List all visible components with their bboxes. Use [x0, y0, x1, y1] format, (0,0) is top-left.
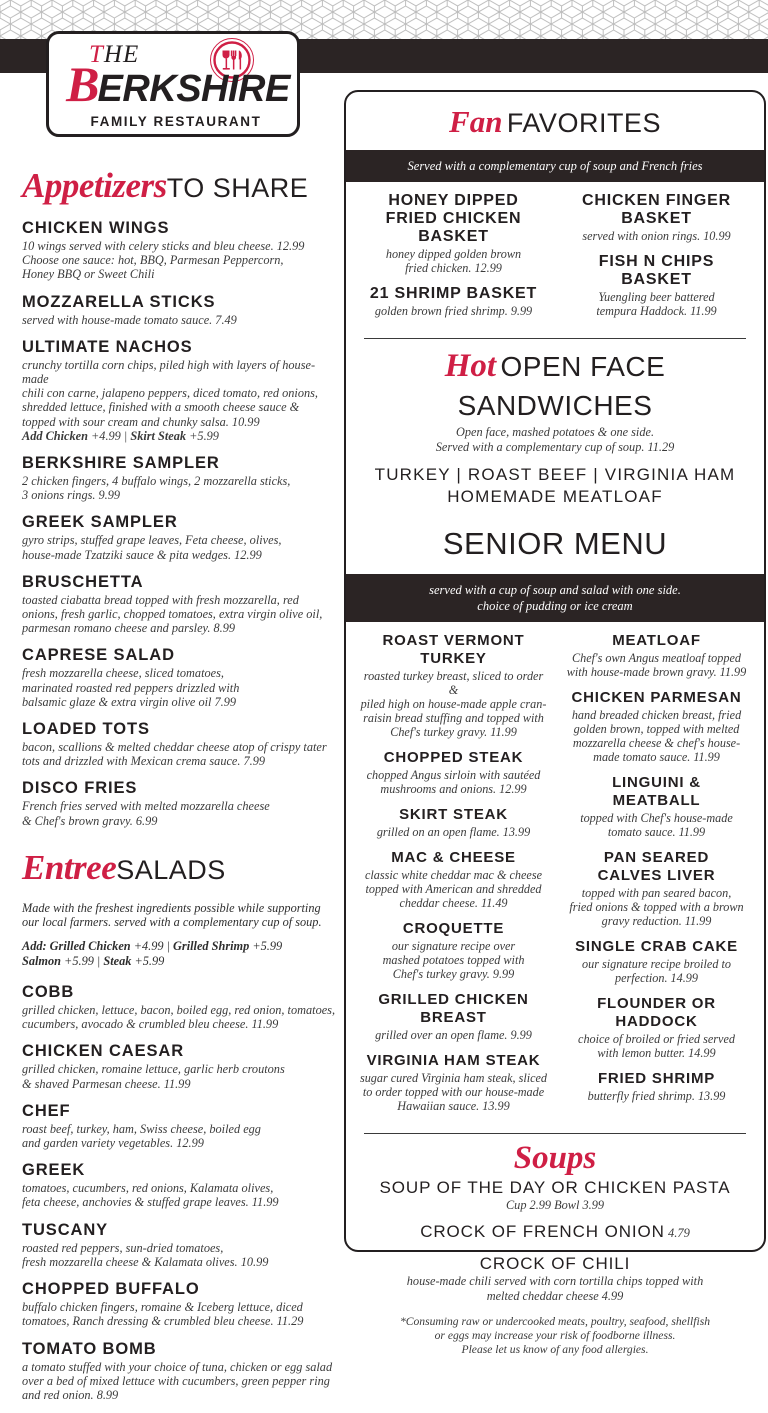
appetizers-heading: [22, 166, 337, 206]
menu-item-name: SKIRT STEAK: [399, 806, 508, 823]
senior-menu-columns: [346, 622, 764, 1123]
menu-item-description: served with onion rings. 10.99: [582, 229, 731, 243]
menu-item: [22, 454, 337, 502]
soup-item-price: 4.79: [664, 1226, 690, 1241]
menu-item: [561, 849, 752, 928]
soup-item-name: CROCK OF FRENCH ONION 4.79: [420, 1222, 690, 1242]
menu-item-description: 10 wings served with celery sticks and bleu cheese. 12.99 Choose one sauce: hot, BBQ, Parmesan Peppercorn, Honey BBQ or Sweet Chili: [22, 239, 305, 282]
menu-item: [22, 720, 337, 768]
menu-item-name: CHICKEN WINGS: [22, 219, 170, 237]
logo-name: BERKSHIRE: [66, 56, 290, 112]
menu-item-name: BRUSCHETTA: [22, 572, 144, 591]
menu-item-name: FLOUNDER OR HADDOCK: [597, 995, 716, 1030]
menu-item: [561, 774, 752, 839]
menu-item-name: TOMATO BOMB: [22, 1339, 157, 1358]
section-divider-2: [364, 1133, 746, 1134]
menu-item-description: buffalo chicken fingers, romaine & Iceberg lettuce, diced tomatoes, Ranch dressing & crumbled bleu cheese. 11.29: [22, 1300, 304, 1329]
menu-item: [561, 1070, 752, 1103]
menu-item-description: butterfly fried shrimp. 13.99: [587, 1089, 726, 1103]
fan-favorites-col-left: [352, 192, 555, 328]
sandwiches-block-word: SANDWICHES: [457, 390, 653, 421]
menu-item: [22, 646, 337, 709]
menu-item: [561, 995, 752, 1060]
menu-item: [22, 1161, 337, 1209]
menu-item-description: hand breaded chicken breast, fried golden brown, topped with melted mozzarella cheese & chef's house- made tomato sauce. 11.99: [571, 708, 742, 764]
appetizers-script-word: Appetizers: [22, 166, 167, 205]
logo-tagline: FAMILY RESTAURANT: [90, 114, 262, 129]
soup-item: [346, 1221, 764, 1244]
menu-item-description: classic white cheddar mac & cheese topped with American and shredded cheddar cheese. 11.49: [364, 868, 542, 910]
menu-item-name: MAC & CHEESE: [391, 849, 516, 866]
menu-item-name: DISCO FRIES: [22, 779, 138, 798]
menu-item: [358, 632, 549, 739]
sandwiches-options-line1: TURKEY | ROAST BEEF | VIRGINIA HAM: [374, 465, 736, 484]
sandwiches-options-line2: HOMEMADE MEATLOAF: [447, 487, 663, 506]
menu-item: [22, 1102, 337, 1150]
menu-item: [358, 1052, 549, 1113]
menu-item-description: fresh mozzarella cheese, sliced tomatoes, marinated roasted red peppers drizzled with balsamic glaze & extra virgin olive oil 7.99: [22, 666, 240, 709]
menu-item-description: grilled chicken, lettuce, bacon, boiled egg, red onion, tomatoes, cucumbers, avocado & crumbled bleu cheese. 11.99: [22, 1003, 336, 1032]
menu-item-description: bacon, scallions & melted cheddar cheese atop of crispy tater tots and drizzled with Mexican crema sauce. 7.99: [22, 740, 327, 769]
menu-item-description: topped with pan seared bacon, fried onions & topped with a brown gravy reduction. 11.99: [569, 886, 744, 928]
soups-list: [346, 1177, 764, 1303]
menu-item-description: served with house-made tomato sauce. 7.49: [22, 312, 237, 327]
menu-item: [22, 1221, 337, 1269]
menu-item-description: choice of broiled or fried served with lemon butter. 14.99: [578, 1032, 735, 1060]
soup-item-price: Cup 2.99 Bowl 3.99: [505, 1198, 605, 1212]
menu-item-description: a tomato stuffed with your choice of tuna, chicken or egg salad over a bed of mixed lettuce with cucumbers, green pepper ring and red onion. 8.99: [22, 1359, 333, 1402]
menu-item: [561, 938, 752, 985]
soups-heading: [346, 1140, 764, 1177]
menu-item: [358, 192, 549, 275]
soup-item-description: house-made chili served with corn tortilla chips topped with melted cheddar cheese 4.99: [406, 1274, 704, 1303]
menu-item-name: CHICKEN PARMESAN: [571, 689, 742, 706]
right-menu-panel: [344, 90, 766, 1357]
menu-item-description: roasted turkey breast, sliced to order & piled high on house-made apple cran- raisin bread stuffing and topped with Chef's turkey gravy. 11.99: [360, 669, 547, 739]
senior-col-right: [555, 632, 758, 1123]
menu-item: [22, 779, 337, 827]
sandwiches-subtext: Open face, mashed potatoes & one side. Served with a complementary cup of soup. 11.29: [435, 425, 675, 454]
logo-the-text: THE: [89, 41, 140, 68]
menu-item: [22, 1042, 337, 1090]
menu-item-description: French fries served with melted mozzarella cheese & Chef's brown gravy. 6.99: [22, 799, 270, 828]
salads-block-word: SALADS: [116, 854, 226, 885]
soup-item: [346, 1253, 764, 1303]
menu-item-description: topped with Chef's house-made tomato sauce. 11.99: [580, 811, 733, 839]
menu-item: [561, 192, 752, 243]
menu-item-name: MEATLOAF: [612, 632, 701, 649]
menu-item-description: golden brown fried shrimp. 9.99: [374, 304, 533, 318]
menu-item-name: SINGLE CRAB CAKE: [575, 938, 738, 955]
sandwiches-options: [346, 464, 764, 508]
appetizers-block-word: TO SHARE: [166, 173, 309, 203]
menu-item-name: MOZZARELLA STICKS: [22, 292, 216, 311]
menu-item-name: FRIED SHRIMP: [597, 1070, 716, 1087]
senior-menu-title: SENIOR MENU: [442, 526, 668, 561]
menu-item: [358, 920, 549, 981]
sandwiches-heading: [346, 339, 764, 423]
menu-item: [561, 253, 752, 318]
menu-item-description: toasted ciabatta bread topped with fresh mozzarella, red onions, fresh garlic, chopped tomatoes, extra virgin olive oil, parmesan romano cheese and parsley. 8.99: [22, 592, 323, 636]
menu-item-name: GREEK: [22, 1161, 86, 1180]
favorites-block-word: FAVORITES: [506, 108, 661, 138]
menu-item-name: FISH N CHIPS BASKET: [598, 253, 715, 288]
menu-item-description: Yuengling beer battered tempura Haddock. 11.99: [596, 290, 717, 318]
menu-item-name: BERKSHIRE SAMPLER: [22, 454, 220, 473]
menu-item: [358, 991, 549, 1042]
salads-addons: Add: Grilled Chicken +4.99 | Grilled Shrimp +5.99 Salmon +5.99 | Steak +5.99: [22, 939, 283, 969]
menu-item-name: ROAST VERMONT TURKEY: [382, 632, 525, 667]
menu-item-name: GREEK SAMPLER: [22, 513, 178, 532]
soup-item-name: CROCK OF CHILI: [479, 1254, 631, 1274]
salads-script-word: Entree: [22, 847, 117, 887]
menu-item-name: VIRGINIA HAM STEAK: [366, 1052, 541, 1069]
menu-item-name: 21 SHRIMP BASKET: [369, 285, 538, 302]
menu-item: [561, 632, 752, 679]
menu-item: [358, 285, 549, 318]
menu-item-description: Chef's own Angus meatloaf topped with house-made brown gravy. 11.99: [566, 651, 747, 679]
menu-item-name: CHOPPED BUFFALO: [22, 1280, 200, 1299]
menu-item: [22, 1280, 337, 1328]
menu-item-description: chopped Angus sirloin with sautéed mushrooms and onions. 12.99: [366, 768, 541, 796]
left-menu-column: [22, 166, 337, 1413]
appetizers-list: [22, 219, 337, 828]
menu-item-description: grilled chicken, romaine lettuce, garlic herb croutons & shaved Parmesan cheese. 11.99: [22, 1062, 285, 1091]
menu-item: [358, 806, 549, 839]
menu-item: [22, 573, 337, 636]
menu-item-name: CAPRESE SALAD: [22, 646, 175, 665]
menu-item-name: HONEY DIPPED FRIED CHICKEN BASKET: [385, 192, 522, 245]
menu-item-name: COBB: [22, 983, 75, 1002]
menu-item-addon: Add Chicken +4.99 | Skirt Steak +5.99: [22, 428, 219, 443]
menu-item: [561, 689, 752, 764]
menu-item-description: tomatoes, cucumbers, red onions, Kalamata olives, feta cheese, anchovies & stuffed grape leaves. 11.99: [22, 1181, 279, 1210]
fan-favorites-band: Served with a complementary cup of soup and French fries: [346, 150, 764, 182]
menu-item-name: PAN SEARED CALVES LIVER: [597, 849, 716, 884]
soup-item: [346, 1177, 764, 1212]
menu-item-name: CHICKEN CAESAR: [22, 1042, 185, 1061]
menu-item-description: crunchy tortilla corn chips, piled high with layers of house-made chili con carne, jalapeno peppers, diced tomato, red onions, shredded lettuce, finished with a smooth cheese sauce & topped with sour cream and chunky salsa. 10.99: [22, 357, 318, 429]
menu-item-description: grilled over an open flame. 9.99: [375, 1028, 532, 1042]
menu-item-description: sugar cured Virginia ham steak, sliced to order topped with our house-made Hawaiian sauce. 13.99: [359, 1071, 548, 1113]
menu-item: [22, 983, 337, 1031]
menu-item-name: ULTIMATE NACHOS: [22, 337, 193, 356]
senior-menu-band: served with a cup of soup and salad with one side. choice of pudding or ice cream: [346, 574, 764, 622]
restaurant-logo: [46, 31, 300, 137]
menu-item-name: LOADED TOTS: [22, 720, 150, 739]
menu-item-description: gyro strips, stuffed grape leaves, Feta cheese, olives, house-made Tzatziki sauce & pita wedges. 12.99: [22, 533, 282, 562]
menu-item-name: CROQUETTE: [402, 920, 505, 937]
open-face-block-word: OPEN FACE: [500, 351, 666, 382]
menu-item-name: GRILLED CHICKEN BREAST: [378, 991, 529, 1026]
menu-item-name: LINGUINI & MEATBALL: [612, 774, 701, 809]
menu-item-description: 2 chicken fingers, 4 buffalo wings, 2 mozzarella sticks, 3 onions rings. 9.99: [22, 474, 291, 503]
fan-favorites-col-right: [555, 192, 758, 328]
menu-item-description: roasted red peppers, sun-dried tomatoes, fresh mozzarella cheese & Kalamata olives. 10.99: [22, 1240, 269, 1269]
soup-item-name: SOUP OF THE DAY OR CHICKEN PASTA: [379, 1178, 731, 1197]
salads-intro: Made with the freshest ingredients possible while supporting our local farmers. served with a complementary cup of soup.: [22, 900, 322, 930]
menu-item: [22, 293, 337, 327]
menu-item: [22, 338, 337, 443]
menu-item-name: CHEF: [22, 1101, 71, 1120]
salads-heading: [22, 848, 337, 888]
menu-item: [358, 849, 549, 910]
menu-item-name: CHICKEN FINGER BASKET: [582, 192, 731, 227]
fan-favorites-heading: [346, 92, 764, 150]
menu-item: [22, 1340, 337, 1403]
senior-col-left: [352, 632, 555, 1123]
hot-script-word: Hot: [444, 348, 497, 384]
menu-item-name: CHOPPED STEAK: [383, 749, 524, 766]
menu-item-description: honey dipped golden brown fried chicken. 12.99: [385, 247, 522, 275]
fan-script-word: Fan: [449, 104, 503, 139]
allergen-disclaimer: *Consuming raw or undercooked meats, poultry, seafood, shellfish or eggs may increase your risk of foodborne illness. Please let us know of any food allergies.: [399, 1315, 710, 1357]
fan-favorites-columns: [346, 182, 764, 328]
salads-list: [22, 983, 337, 1402]
soups-script-word: Soups: [513, 1140, 597, 1176]
menu-item-description: grilled on an open flame. 13.99: [376, 825, 531, 839]
menu-item: [22, 513, 337, 561]
menu-item-name: TUSCANY: [22, 1220, 109, 1239]
menu-item-description: our signature recipe over mashed potatoes topped with Chef's turkey gravy. 9.99: [382, 939, 525, 981]
menu-item-description: our signature recipe broiled to perfection. 14.99: [582, 957, 731, 985]
menu-item-description: roast beef, turkey, ham, Swiss cheese, boiled egg and garden variety vegetables. 12.99: [22, 1121, 261, 1151]
menu-item: [358, 749, 549, 796]
menu-item: [22, 219, 337, 282]
